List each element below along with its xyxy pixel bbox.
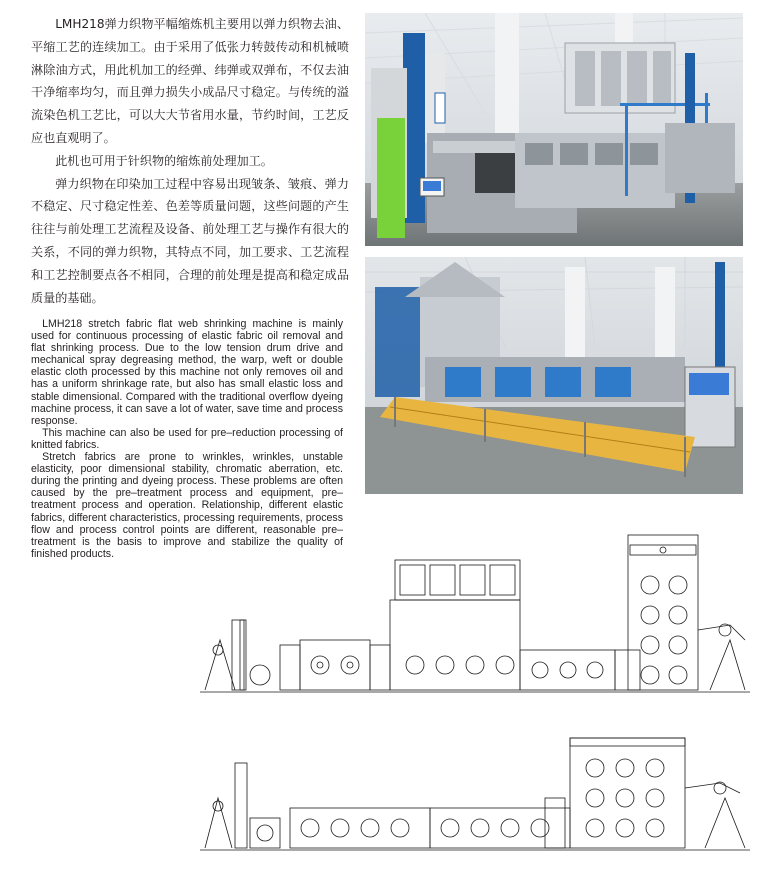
chinese-paragraph-2: 此机也可用于针织物的缩炼前处理加工。 (55, 153, 273, 168)
chinese-paragraph-1: LMH218弹力织物平幅缩炼机主要用以弹力织物去油、平缩工艺的连续加工。由于采用了低张力转鼓传动和机械喷淋除油方式，用此机加工的经弹、纬弹或双弹布，不仅去油干净缩率均匀，而且弹力损失小成品尺寸稳定。与传统的溢流染色机工艺比，可以大大节省用水量，节约时间，工艺反应也直观明了。 (31, 17, 349, 145)
english-description (31, 318, 343, 560)
chinese-paragraph-3: 弹力织物在印染加工过程中容易出现皱条、皱痕、弹力不稳定、尺寸稳定性差、色差等质量问题，这些问题的产生往往与前处理工艺流程及设备、前处理工艺与操作有很大的关系，不同的弹力织物，其特点不同，加工要求、工艺流程和工艺控制要点各不相同，合理的前处理是提高和稳定成品质量的基础。 (31, 176, 349, 305)
english-paragraph-1: LMH218 stretch fabric flat web shrinking machine is mainly used for continuous processing of elastic fabric oil removal and flat shrinking process. Due to the low tension drum drive and mechanical spray degreasing method, the warp, weft or double elastic cloth processed by this machine not only removes oil and has a uniform shrinkage rate, but also has small elastic loss and stable dimensional. Compared with the traditional overflow dyeing machine process, it can save a lot of water, save time and process response. (31, 318, 343, 427)
machine-photo-1 (365, 13, 743, 246)
machine-layout-drawing-1 (190, 530, 755, 710)
machine-layout-drawing-2 (190, 728, 755, 868)
chinese-description (31, 13, 349, 309)
machine-photo-2 (365, 257, 743, 494)
english-paragraph-2: This machine can also be used for pre–reduction processing of knitted fabrics. (31, 426, 343, 451)
english-paragraph-3: Stretch fabrics are prone to wrinkles, wrinkles, unstable elasticity, poor dimensional stability, chromatic aberration, etc. during the printing and dyeing process. These problems are often caused by the pre–treatment process and equipment, pre–treatment process and operation. Relationship, different elastic fabrics, different characteristics, processing requirements, process flow and process control points are different, reasonable pre–treatment is the basis to improve and stabilize the quality of finished products. (31, 451, 343, 560)
